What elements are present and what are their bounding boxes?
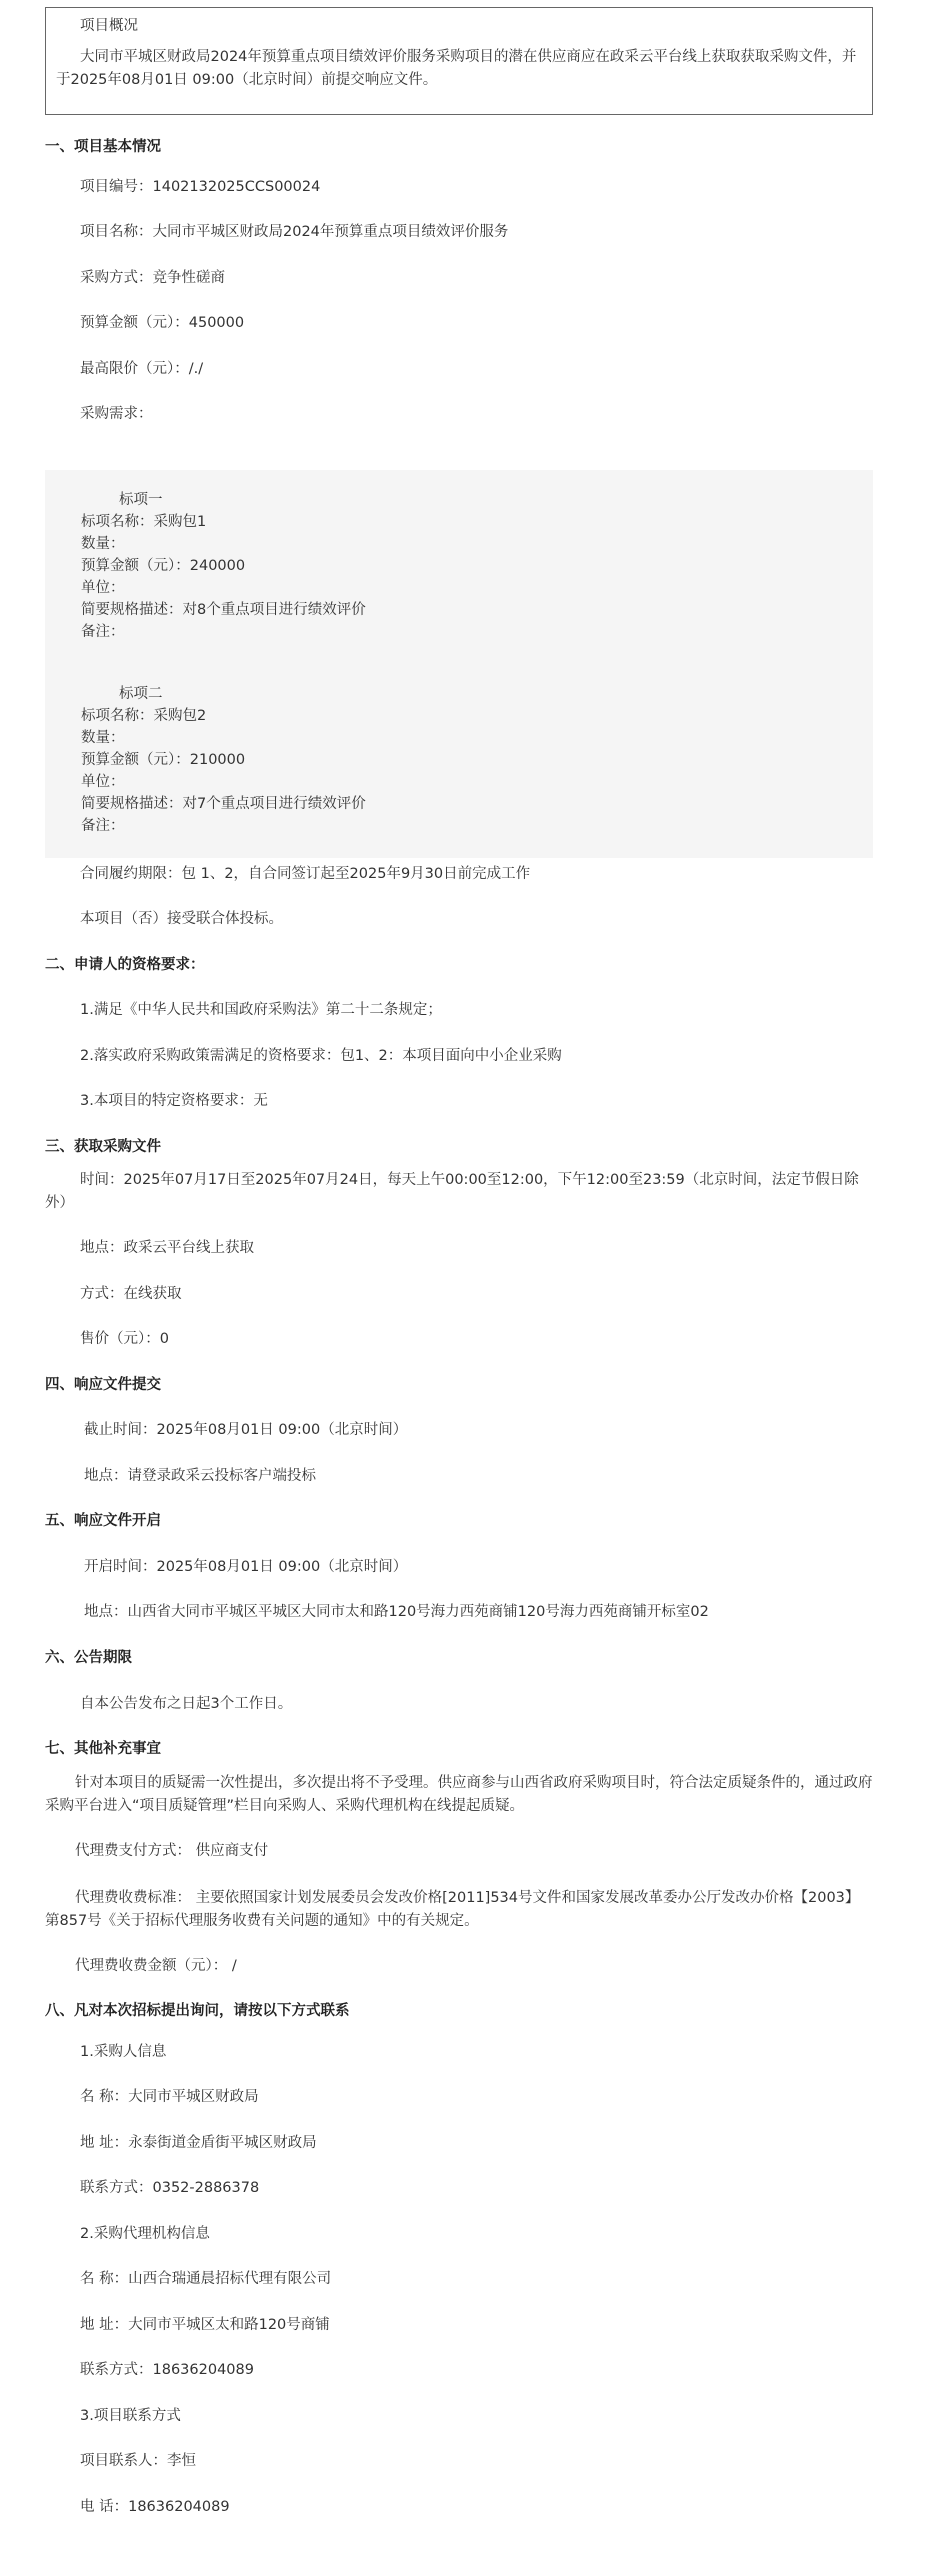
agency-fee-standard: 代理费收费标准： 主要依照国家计划发展委员会发改价格[2011]534号文件和国家发展改革委办公厅发改办价格【2003】第857号《关于招标代理服务收费有关问题的通知》中的有关规定。 [45, 1890, 860, 1929]
submission-deadline: 截止时间：2025年08月01日 09:00（北京时间） [84, 1422, 408, 1438]
lot2-name: 标项名称：采购包2 [81, 708, 207, 724]
overview-box [45, 7, 873, 115]
lot1-title: 标项一 [119, 492, 163, 508]
contact-person: 项目联系人：李恒 [80, 2453, 196, 2469]
lot1-name: 标项名称：采购包1 [81, 514, 207, 530]
lot2-budget: 预算金额（元）：210000 [81, 752, 246, 768]
acquisition-method: 方式：在线获取 [80, 1286, 182, 1302]
agency-name: 名 称：山西合瑞通晨招标代理有限公司 [80, 2271, 332, 2287]
submission-place: 地点：请登录政采云投标客户端投标 [84, 1468, 316, 1484]
section3-heading: 三、获取采购文件 [45, 1139, 161, 1155]
section5-heading: 五、响应文件开启 [45, 1513, 161, 1529]
challenge-note: 针对本项目的质疑需一次性提出，多次提出将不予受理。供应商参与山西省政府采购项目时，符合法定质疑条件的，通过政府采购平台进入“项目质疑管理”栏目向采购人、采购代理机构在线提起质疑。 [45, 1775, 873, 1814]
acquisition-time: 时间：2025年07月17日至2025年07月24日，每天上午00:00至12:00，下午12:00至23:59（北京时间，法定节假日除外） [45, 1172, 859, 1211]
max-price: 最高限价（元）：/./ [80, 361, 204, 377]
overview-text: 大同市平城区财政局2024年预算重点项目绩效评价服务采购项目的潜在供应商应在政采云平台线上获取获取采购文件，并于2025年08月01日 09:00（北京时间）前提交响应文件。 [56, 49, 857, 88]
buyer-name: 名 称：大同市平城区财政局 [80, 2089, 259, 2105]
acquisition-place: 地点：政采云平台线上获取 [80, 1240, 254, 1256]
lots-box [45, 470, 873, 858]
opening-place: 地点：山西省大同市平城区平城区大同市太和路120号海力西苑商铺120号海力西苑商铺开标室02 [84, 1604, 709, 1620]
overview-title: 项目概况 [80, 18, 138, 34]
opening-time: 开启时间：2025年08月01日 09:00（北京时间） [84, 1559, 408, 1575]
qualification-item: 3.本项目的特定资格要求：无 [80, 1093, 268, 1109]
lot2-note: 备注： [81, 818, 125, 834]
contact-phone: 电 话：18636204089 [80, 2499, 230, 2515]
section6-heading: 六、公告期限 [45, 1650, 132, 1666]
buyer-address: 地 址：永泰街道金盾街平城区财政局 [80, 2135, 317, 2151]
section8-heading: 八、凡对本次招标提出询问，请按以下方式联系 [45, 2003, 350, 2019]
budget-amount: 预算金额（元）：450000 [80, 315, 245, 331]
lot2-title: 标项二 [119, 686, 163, 702]
agency-fee-payment: 代理费支付方式： 供应商支付 [75, 1843, 269, 1859]
section4-heading: 四、响应文件提交 [45, 1377, 161, 1393]
lot2-unit: 单位： [81, 774, 125, 790]
section1-heading: 一、项目基本情况 [45, 139, 161, 155]
buyer-phone: 联系方式：0352-2886378 [80, 2180, 260, 2196]
project-number: 项目编号：1402132025CCS00024 [80, 179, 321, 195]
lot2-qty: 数量： [81, 730, 125, 746]
lot1-budget: 预算金额（元）：240000 [81, 558, 246, 574]
lot2-desc: 简要规格描述：对7个重点项目进行绩效评价 [81, 796, 366, 812]
notice-period: 自本公告发布之日起3个工作日。 [80, 1696, 293, 1712]
section2-heading: 二、申请人的资格要求： [45, 957, 205, 973]
procurement-needs-label: 采购需求： [80, 406, 153, 422]
lot1-note: 备注： [81, 624, 125, 640]
agency-address: 地 址：大同市平城区太和路120号商铺 [80, 2317, 330, 2333]
qualification-item: 2.落实政府采购政策需满足的资格要求：包1、2：本项目面向中小企业采购 [80, 1048, 562, 1064]
project-contact-title: 3.项目联系方式 [80, 2408, 181, 2424]
agency-fee-amount: 代理费收费金额（元）： / [75, 1958, 237, 1974]
document-price: 售价（元）：0 [80, 1331, 169, 1347]
agency-info-title: 2.采购代理机构信息 [80, 2226, 210, 2242]
joint-bid: 本项目（否）接受联合体投标。 [80, 911, 283, 927]
lot1-desc: 简要规格描述：对8个重点项目进行绩效评价 [81, 602, 366, 618]
qualification-item: 1.满足《中华人民共和国政府采购法》第二十二条规定； [80, 1002, 442, 1018]
lot1-unit: 单位： [81, 580, 125, 596]
agency-phone: 联系方式：18636204089 [80, 2362, 254, 2378]
contract-period: 合同履约期限：包 1、2，自合同签订起至2025年9月30日前完成工作 [80, 866, 531, 882]
section7-heading: 七、其他补充事宜 [45, 1741, 161, 1757]
lot1-qty: 数量： [81, 536, 125, 552]
buyer-info-title: 1.采购人信息 [80, 2044, 167, 2060]
procurement-method: 采购方式：竞争性磋商 [80, 270, 225, 286]
project-name: 项目名称：大同市平城区财政局2024年预算重点项目绩效评价服务 [80, 224, 509, 240]
